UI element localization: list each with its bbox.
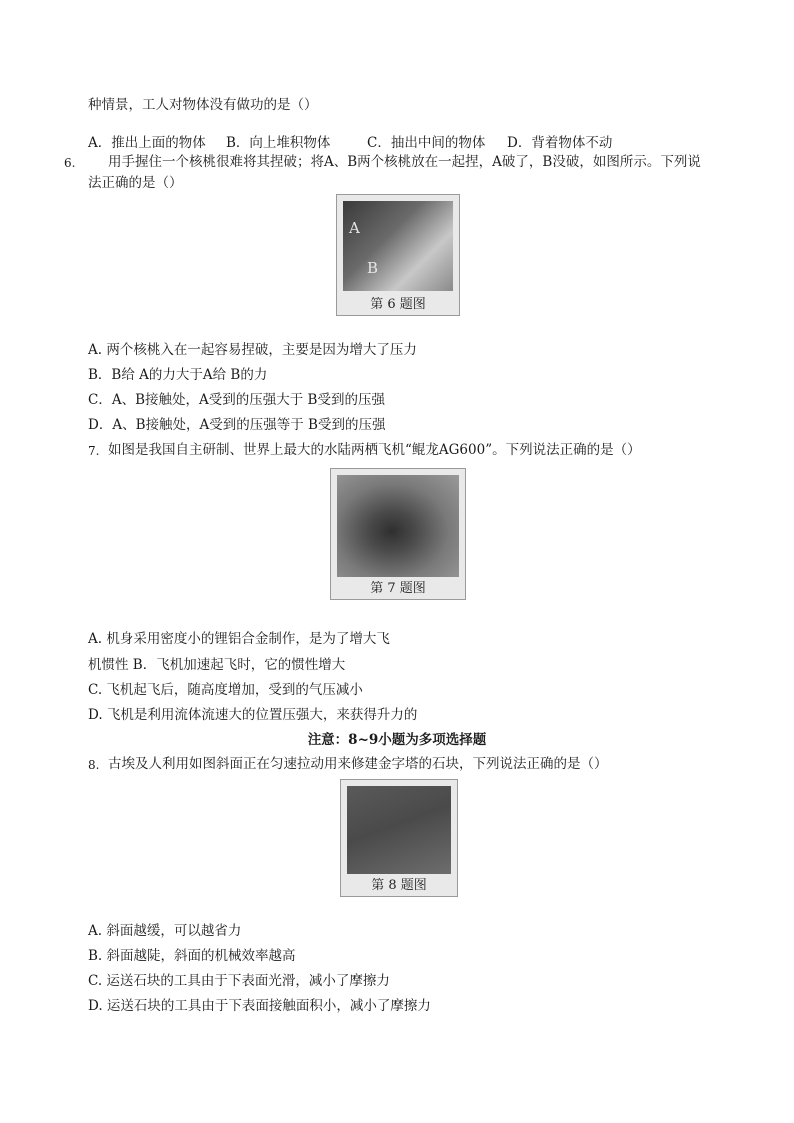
q7-option-a: A. 机身采用密度小的锂铝合金制作，是为了增大飞	[88, 631, 390, 647]
q7-stem: 如图是我国自主研制、世界上最大的水陆两栖飞机“鲲龙AG600”。下列说法正确的是（）	[108, 442, 641, 458]
multi-choice-note: 注意：8~9小题为多项选择题	[307, 732, 487, 748]
q6-figure	[336, 194, 460, 316]
walnut-photo	[343, 201, 453, 291]
q6-figure-caption: 第 6 题图	[370, 297, 426, 312]
q6-option-d: D．A、B接触处，A受到的压强等于 B受到的压强	[88, 417, 386, 433]
q8-stem: 古埃及人利用如图斜面正在匀速拉动用来修建金字塔的石块，下列说法正确的是（）	[108, 756, 608, 772]
q6-option-c: C．A、B接触处，A受到的压强大于 B受到的压强	[88, 392, 385, 408]
q5-option-a: A．推出上面的物体	[88, 135, 206, 151]
q7-option-a-cont: 机惯性 B．飞机加速起飞时，它的惯性增大	[88, 657, 346, 673]
pyramid-stone-photo	[347, 786, 451, 874]
q8-option-c: C. 运送石块的工具由于下表面光滑，减小了摩擦力	[88, 973, 390, 989]
q8-figure	[340, 779, 458, 897]
q7-option-d: D. 飞机是利用流体流速大的位置压强大，来获得升力的	[88, 707, 418, 723]
q5-option-b: B．向上堆积物体	[226, 135, 331, 151]
q6-number: 6.	[64, 156, 76, 170]
q7-figure-caption: 第 7 题图	[370, 581, 426, 596]
q8-number: 8.	[88, 758, 100, 772]
label-b: B	[367, 259, 379, 277]
q5-stem: 种情景，工人对物体没有做功的是（）	[88, 97, 318, 113]
q8-option-a: A. 斜面越缓，可以越省力	[88, 923, 242, 939]
q7-figure	[330, 468, 466, 600]
seaplane-photo	[337, 475, 459, 577]
q7-option-c: C. 飞机起飞后，随高度增加，受到的气压减小	[88, 682, 363, 698]
q8-option-d: D. 运送石块的工具由于下表面接触面积小，减小了摩擦力	[88, 998, 431, 1014]
q7-number: 7.	[88, 444, 100, 458]
label-a: A	[349, 219, 360, 237]
q5-option-c: C．抽出中间的物体	[367, 135, 486, 151]
q6-option-a: A. 两个核桃入在一起容易捏破，主要是因为增大了压力	[88, 342, 417, 358]
q6-stem-line2: 法正确的是（）	[88, 175, 183, 191]
q8-figure-caption: 第 8 题图	[371, 878, 427, 893]
q6-stem-line1: 用手握住一个核桃很难将其捏破；将A、B两个核桃放在一起捏，A破了，B没破，如图所示。下列说	[108, 154, 701, 170]
q6-option-b: B．B给 A的力大于A给 B的力	[88, 367, 268, 383]
q8-option-b: B. 斜面越陡，斜面的机械效率越高	[88, 948, 296, 964]
q5-option-d: D．背着物体不动	[507, 135, 613, 151]
